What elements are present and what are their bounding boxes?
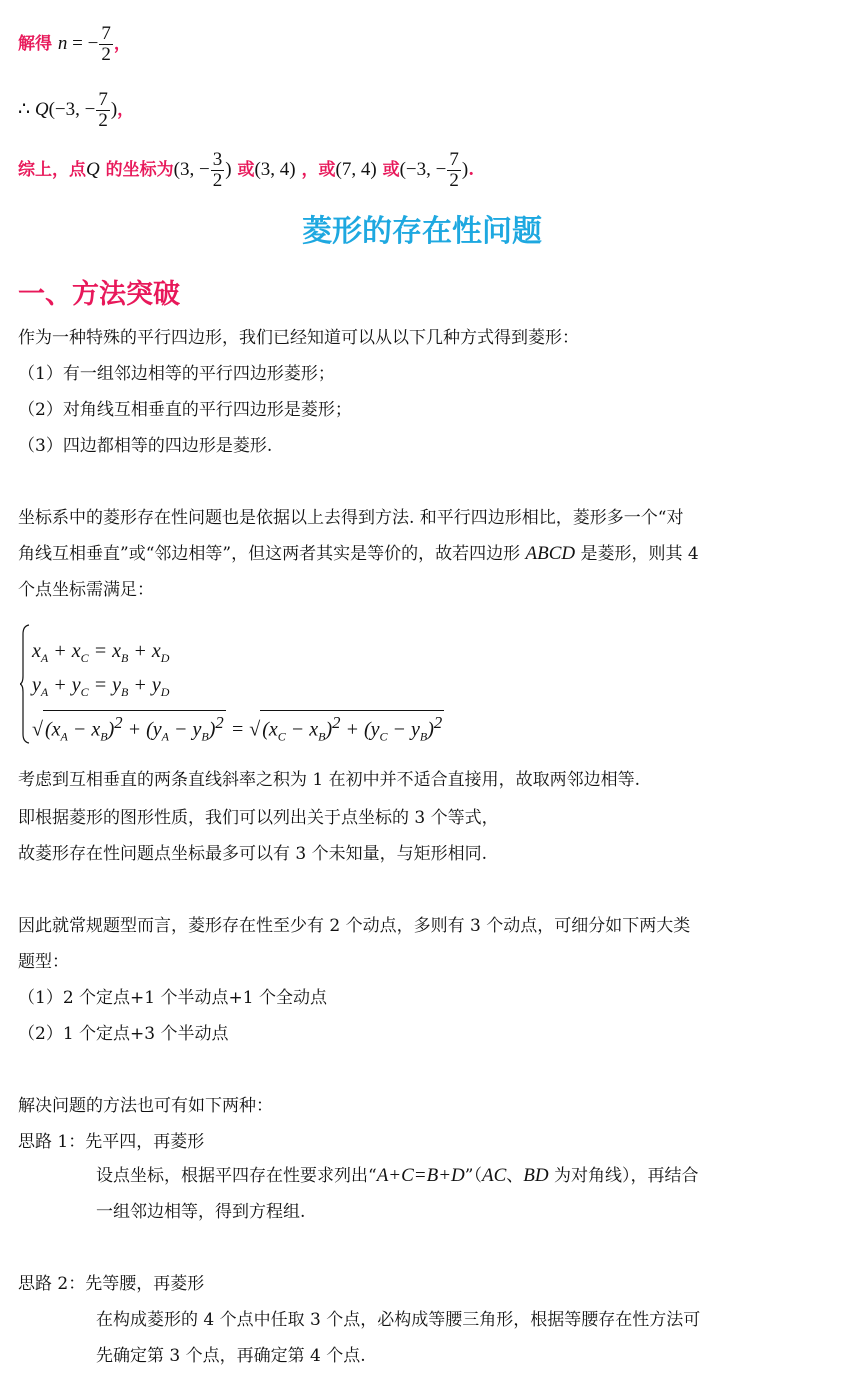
t: ) (325, 718, 333, 741)
approach-1-heading: 思路 1：先平四，再菱形 (18, 1132, 205, 1152)
s: A (40, 685, 49, 699)
s: B (318, 729, 326, 744)
approach-2-heading: 思路 2：先等腰，再菱形 (18, 1274, 205, 1294)
text: 是菱形，则其 4 (575, 544, 699, 564)
q-line (18, 90, 134, 131)
text: 为对角线），再结合 (548, 1166, 699, 1186)
t: ) (427, 718, 434, 741)
t: (x (44, 718, 61, 741)
solve-n-line (18, 24, 131, 65)
s: B (121, 651, 129, 665)
paragraph-line: 一组邻边相等，得到方程组. (96, 1202, 306, 1222)
s: A (161, 729, 169, 744)
variable: Q (86, 159, 100, 180)
sqrt-left (43, 710, 226, 745)
sqrt-right (260, 710, 444, 745)
t: x (32, 640, 41, 662)
s: C (80, 685, 89, 699)
quad-name: ABCD (525, 543, 576, 564)
text: 角线互相垂直”或“邻边相等”，但这两者其实是等价的，故若四边形 (18, 544, 526, 564)
coord: ) (225, 159, 232, 180)
label: 的坐标为 (99, 160, 174, 180)
equals: = − (67, 33, 99, 54)
fraction (99, 24, 113, 65)
t: + (y (122, 718, 162, 741)
paragraph-line (96, 1164, 699, 1188)
t: − x (285, 718, 319, 741)
paragraph-line: 作为一种特殊的平行四边形，我们已经知道可以从以下几种方式得到菱形： (18, 328, 579, 348)
paragraph-line: 因此就常规题型而言，菱形存在性至少有 2 个动点，多则有 3 个动点，可细分如下两大类 (18, 916, 691, 936)
equals: = (225, 718, 250, 741)
t: + x (128, 640, 161, 662)
s: B (100, 729, 108, 744)
paragraph-line: 在构成菱形的 4 个点中任取 3 个点，必构成等腰三角形，根据等腰存在性方法可 (96, 1310, 701, 1330)
exp: 2 (433, 713, 443, 732)
label: 综上，点 (18, 160, 86, 180)
numerator: 7 (98, 89, 108, 110)
coord: (−3, − (48, 99, 96, 120)
s: C (379, 729, 388, 744)
denominator: 2 (98, 110, 108, 131)
s: C (80, 651, 89, 665)
brace-icon (20, 624, 30, 744)
coord: (3, − (173, 159, 210, 180)
coord: ) (461, 159, 469, 180)
s: C (277, 729, 286, 744)
numerator: 7 (449, 149, 459, 170)
t: = x (88, 640, 121, 662)
paragraph-line: 先确定第 3 个点，再确定第 4 个点. (96, 1346, 366, 1366)
paragraph-line: 故菱形存在性问题点坐标最多可以有 3 个未知量，与矩形相同. (18, 844, 488, 864)
list-item: （2）对角线互相垂直的平行四边形是菱形； (18, 400, 352, 420)
exp: 2 (114, 713, 123, 732)
numerator: 7 (101, 23, 111, 44)
variable: n (57, 33, 68, 54)
s: A (60, 729, 68, 744)
s: B (121, 685, 129, 699)
punct: . (468, 160, 475, 180)
t: − y (387, 718, 420, 741)
paragraph-line (18, 542, 699, 566)
coord: (−3, − (399, 159, 447, 180)
or: 或 (376, 160, 400, 180)
list-item: （3）四边都相等的四边形是菱形. (18, 436, 273, 456)
paragraph-line: 坐标系中的菱形存在性问题也是依据以上去得到方法. 和平行四边形相比，菱形多一个“对 (18, 508, 684, 528)
label: 解得 (18, 34, 52, 54)
punct: ， (113, 34, 131, 54)
s: A (40, 651, 49, 665)
paragraph-line: 考虑到互相垂直的两条直线斜率之积为 1 在初中并不适合直接用，故取两邻边相等. (18, 770, 641, 790)
denominator: 2 (101, 44, 111, 65)
diagonal: AC (481, 1165, 507, 1186)
exp: 2 (332, 713, 341, 732)
paragraph-line: 题型： (18, 952, 69, 972)
s: D (160, 651, 170, 665)
formula: A+C=B+D (376, 1165, 465, 1186)
variable: Q (34, 99, 49, 120)
fraction (96, 90, 110, 131)
section-heading: 一、方法突破 (18, 279, 180, 310)
page-title: 菱形的存在性问题 (302, 214, 542, 249)
denominator: 2 (449, 170, 459, 191)
t: ) (107, 718, 115, 741)
paragraph-line: 个点坐标需满足： (18, 580, 154, 600)
or: 或 (231, 160, 255, 180)
list-item: （1）有一组邻边相等的平行四边形菱形； (18, 364, 335, 384)
coord: (7, 4) (335, 159, 377, 180)
coord: ) (110, 99, 118, 120)
fraction (211, 150, 225, 191)
equation-x (32, 640, 169, 666)
t: = y (88, 674, 121, 696)
denominator: 2 (212, 170, 223, 191)
t: + y (128, 674, 161, 696)
list-item: （1）2 个定点+1 个半动点+1 个全动点 (18, 988, 327, 1008)
t: (x (262, 718, 278, 741)
text: 、 (506, 1166, 524, 1186)
s: B (201, 729, 209, 744)
text: ”（ (464, 1166, 482, 1186)
coord: (3, 4) (254, 159, 296, 180)
list-item: （2）1 个定点+3 个半动点 (18, 1024, 229, 1044)
summary-line (18, 150, 474, 191)
s: B (419, 729, 428, 744)
or: ，或 (295, 160, 336, 180)
paragraph-line: 即根据菱形的图形性质，我们可以列出关于点坐标的 3 个等式， (18, 808, 499, 828)
t: + (y (340, 718, 380, 741)
punct: ， (117, 100, 135, 120)
fraction (447, 150, 461, 191)
t: + x (48, 640, 81, 662)
s: D (160, 685, 170, 699)
paragraph-line: 解决问题的方法也可有如下两种： (18, 1096, 273, 1116)
t: ) (208, 718, 216, 741)
therefore: ∴ (18, 99, 35, 120)
equation-distance: √ $(x_A - x_B)^2 + (y_A - y_B)^2$ = √ $(x_C - x_B)^2 + (y_C - y_B)^2$ (32, 710, 444, 745)
numerator: 3 (212, 149, 223, 170)
equation-y (32, 674, 169, 700)
t: y (32, 674, 41, 696)
t: − x (67, 718, 101, 741)
text: 设点坐标，根据平四存在性要求列出“ (96, 1166, 377, 1186)
t: − y (168, 718, 202, 741)
exp: 2 (215, 713, 224, 732)
diagonal: BD (523, 1165, 549, 1186)
t: + y (48, 674, 81, 696)
